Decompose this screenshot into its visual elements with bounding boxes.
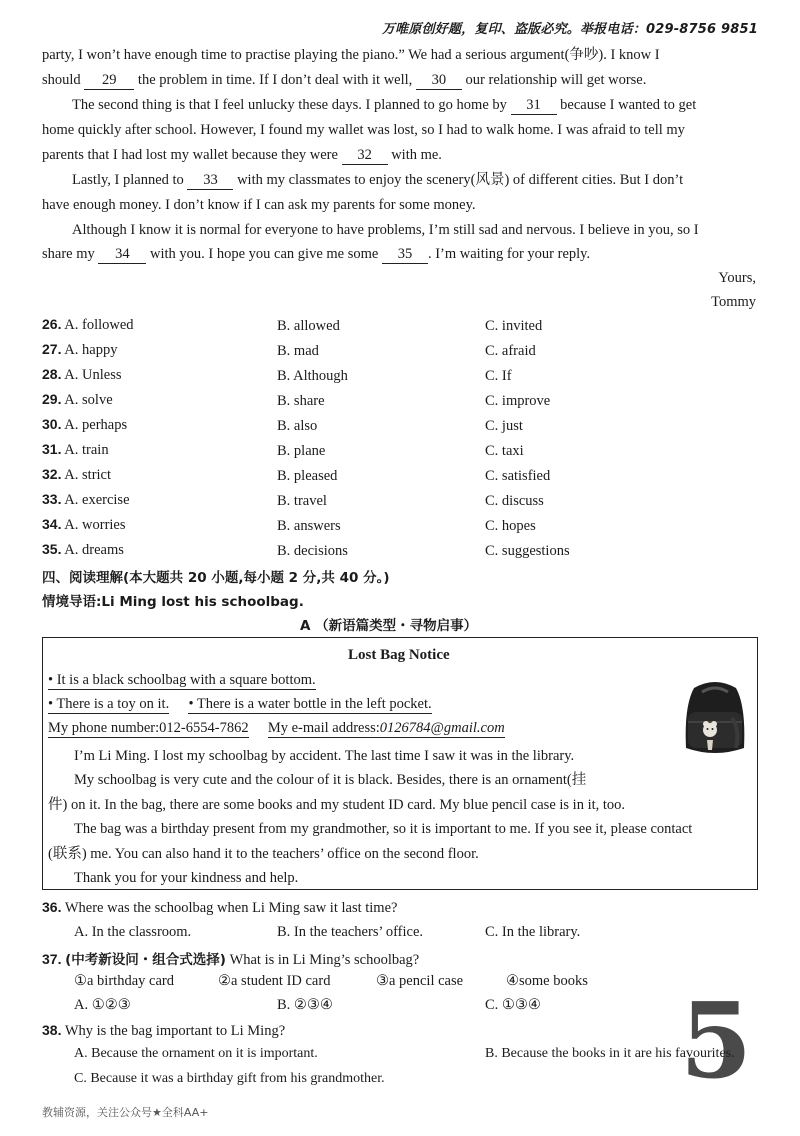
q37-option-c: C. ①③④ (485, 997, 541, 1013)
passage-line-3: The second thing is that I feel unlucky these days. I planned to go home by 31 because I wanted to get (72, 97, 697, 113)
notice-paragraph-3a: The bag was a birthday present from my grandmother, so it is important to me. If you see it, please contact (74, 821, 693, 837)
q37-item-3: ③a pencil case (376, 973, 464, 989)
q37-option-a: A. ①②③ (74, 997, 131, 1013)
notice-paragraph-4: Thank you for your kindness and help. (74, 870, 299, 886)
letter-closing: Yours, (718, 270, 756, 286)
cloze-row-33: 33. A. exercise (42, 491, 130, 508)
passage-line-8: Although I know it is normal for everyone to have problems, I’m still sad and nervous. I believe in you, so I (72, 222, 699, 238)
notice-bullet-3: • There is a water bottle in the left pocket. (188, 696, 432, 712)
cloze-row-29: 29. A. solve (42, 391, 113, 408)
schoolbag-photo (680, 678, 750, 762)
blank-30: 30 (416, 71, 462, 90)
cloze-31-c: C. taxi (485, 443, 524, 459)
part-a-title: A （新语篇类型・寻物启事） (300, 618, 478, 634)
section-lead: 情境导语:Li Ming lost his schoolbag. (42, 594, 304, 610)
notice-paragraph-1: I’m Li Ming. I lost my schoolbag by accident. The last time I saw it was in the library. (74, 748, 575, 764)
q36-option-a: A. In the classroom. (74, 924, 192, 940)
q37-item-4: ④some books (506, 973, 588, 989)
q38-option-a: A. Because the ornament on it is important. (74, 1046, 318, 1061)
cloze-32-b: B. pleased (277, 468, 338, 484)
q36-option-c: C. In the library. (485, 924, 581, 940)
notice-bullet-1: • It is a black schoolbag with a square bottom. (48, 672, 316, 688)
cloze-30-c: C. just (485, 418, 523, 434)
q38-option-c: C. Because it was a birthday gift from his grandmother. (74, 1071, 385, 1086)
notice-paragraph-2a: My schoolbag is very cute and the colour of it is black. Besides, there is an ornament(挂 (74, 772, 587, 788)
question-38: 38. Why is the bag important to Li Ming? (42, 1022, 286, 1039)
passage-line-2: should 29 the problem in time. If I don’t deal with it well, 30 our relationship will get worse. (42, 72, 647, 88)
notice-paragraph-3b: (联系) me. You can also hand it to the teachers’ office on the second floor. (48, 846, 479, 862)
cloze-29-b: B. share (277, 393, 325, 409)
cloze-35-c: C. suggestions (485, 543, 570, 559)
cloze-28-b: B. Although (277, 368, 348, 384)
cloze-row-27: 27. A. happy (42, 341, 118, 358)
question-36: 36. Where was the schoolbag when Li Ming saw it last time? (42, 899, 398, 916)
cloze-34-c: C. hopes (485, 518, 536, 534)
cloze-27-c: C. afraid (485, 343, 536, 359)
cloze-30-b: B. also (277, 418, 318, 434)
cloze-row-31: 31. A. train (42, 441, 109, 458)
notice-bullet-row (48, 696, 432, 713)
notice-email: My e-mail address:0126784@gmail.com (267, 720, 505, 736)
passage-line-1: party, I won’t have enough time to practise playing the piano.” We had a serious argument(争吵). I know I (42, 47, 660, 63)
passage-line-4: home quickly after school. However, I found my wallet was lost, so I had to walk home. I was afraid to tell my (42, 122, 685, 138)
cloze-29-c: C. improve (485, 393, 551, 409)
cloze-row-34: 34. A. worries (42, 516, 126, 533)
cloze-row-35: 35. A. dreams (42, 541, 124, 558)
notice-paragraph-2b: 件) on it. In the bag, there are some books and my student ID card. My blue pencil case is in it, too. (48, 797, 626, 813)
blank-29: 29 (84, 71, 134, 90)
blank-31: 31 (511, 96, 557, 115)
passage-line-5: parents that I had lost my wallet because they were 32 with me. (42, 147, 442, 163)
cloze-row-28: 28. A. Unless (42, 366, 122, 383)
cloze-27-b: B. mad (277, 343, 319, 359)
page-footer: 教辅资源，关注公众号★全科AA+ (42, 1106, 209, 1119)
letter-signature: Tommy (711, 294, 756, 310)
passage-line-9: share my 34 with you. I hope you can give me some 35 . I’m waiting for your reply. (42, 246, 591, 262)
q36-option-b: B. In the teachers’ office. (277, 924, 424, 940)
cloze-26-c: C. invited (485, 318, 543, 334)
passage-line-7: have enough money. I don’t know if I can ask my parents for some money. (42, 197, 476, 213)
page-header: 万唯原创好题，复印、盗版必究。举报电话：029-8756 9851 (381, 22, 758, 37)
notice-bullet-2: • There is a toy on it. (48, 696, 170, 712)
section-title: 四、阅读理解(本大题共 20 小题,每小题 2 分,共 40 分。) (42, 570, 390, 586)
blank-32: 32 (342, 146, 388, 165)
question-37: 37. (中考新设问・组合式选择) What is in Li Ming’s schoolbag? (42, 951, 420, 968)
notice-contact-row (48, 720, 505, 737)
q37-item-2: ②a student ID card (218, 973, 331, 989)
q38-option-b: B. Because the books in it are his favourites. (485, 1046, 735, 1061)
cloze-32-c: C. satisfied (485, 468, 551, 484)
q37-item-1: ①a birthday card (74, 973, 174, 989)
blank-34: 34 (98, 245, 146, 264)
cloze-row-26: 26. A. followed (42, 316, 134, 333)
svg-text:5: 5 (679, 985, 753, 1095)
cloze-28-c: C. If (485, 368, 512, 384)
blank-35: 35 (382, 245, 428, 264)
cloze-row-32: 32. A. strict (42, 466, 112, 483)
cloze-row-30: 30. A. perhaps (42, 416, 128, 433)
q37-option-b: B. ②③④ (277, 997, 333, 1013)
blank-33: 33 (187, 171, 233, 190)
cloze-26-b: B. allowed (277, 318, 340, 334)
cloze-31-b: B. plane (277, 443, 326, 459)
notice-phone: My phone number:012-6554-7862 (48, 720, 249, 736)
notice-title: Lost Bag Notice (348, 647, 450, 663)
page-number (676, 985, 756, 1095)
cloze-34-b: B. answers (277, 518, 341, 534)
cloze-35-b: B. decisions (277, 543, 348, 559)
passage-line-6: Lastly, I planned to 33 with my classmates to enjoy the scenery(风景) of different cities. But I don’t (72, 172, 684, 188)
cloze-33-c: C. discuss (485, 493, 544, 509)
cloze-33-b: B. travel (277, 493, 327, 509)
